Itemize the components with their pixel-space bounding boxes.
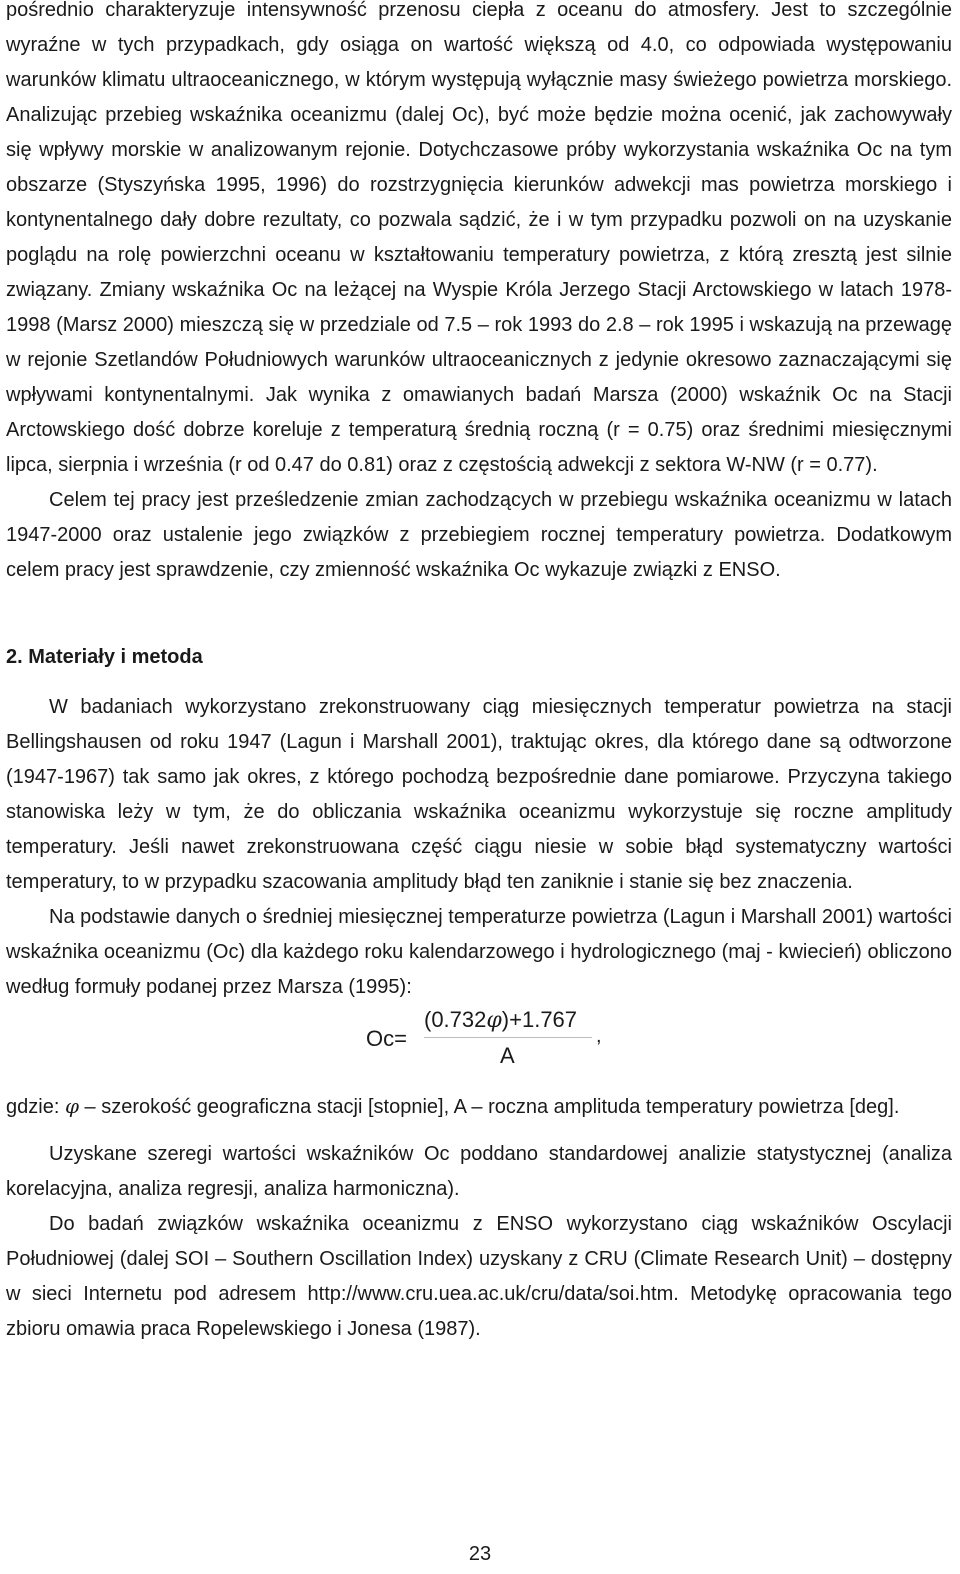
phi-symbol: φ xyxy=(64,1094,79,1118)
section-heading: 2. Materiały i metoda xyxy=(6,646,203,668)
fraction-bar xyxy=(424,1037,592,1038)
formula-numerator xyxy=(424,1007,577,1034)
intro-paragraph: pośrednio charakteryzuje intensywność przenosu ciepła z oceanu do atmosfery. Jest to szczególnie wyraźne w tych przypadkach, gdy osiąga on wartość większą od 4.0, co odpowiada występowaniu warunków klimatu ultraoceanicznego, w którym występują wyłącznie masy świeżego powietrza morskiego. Analizując przebieg wskaźnika oceanizmu (dalej Oc), być może będzie można ocenić, jak zachowywały się wpływy morskie w analizowanym rejonie. Dotychczasowe próby wykorzystania wskaźnika Oc na tym obszarze (Styszyńska 1995, 1996) do rozstrzygnięcia kierunków adwekcji mas powietrza morskiego i kontynentalnego dały dobre rezultaty, co pozwala sądzić, że i w tym przypadku pozwoli on na uzyskanie poglądu na rolę powierzchni oceanu w kształtowaniu temperatury powietrza, z którą zresztą jest silnie związany. Zmiany wskaźnika Oc na leżącej na Wyspie Króla Jerzego Stacji Arctowskiego w latach 1978-1998 (Marsz 2000) mieszczą się w przedziale od 7.5 – rok 1993 do 2.8 – rok 1995 i wskazują na przewagę w rejonie Szetlandów Południowych warunków ultraoceanicznych z jedynie okresowo zaznaczającymi się wpływami kontynentalnymi. Jak wynika z omawianych badań Marsza (2000) wskaźnik Oc na Stacji Arctowskiego dość dobrze koreluje z temperaturą średnią roczną (r = 0.75) oraz średnimi miesięcznymi lipca, sierpnia i września (r od 0.47 do 0.81) oraz z częstością adwekcji z sektora W-NW (r = 0.77). xyxy=(6,0,952,476)
formula-lhs: Oc= xyxy=(366,1026,407,1051)
oceanity-formula xyxy=(6,1009,952,1085)
document-page xyxy=(6,0,952,1347)
formula-comma: , xyxy=(596,1025,602,1047)
formula-legend-text: – szerokość geograficzna stacji [stopnie], A – roczna amplituda temperatury powietrza [deg]. xyxy=(84,1096,900,1118)
formula-legend xyxy=(6,1089,952,1125)
formula-numerator-right: )+1.767 xyxy=(501,1007,578,1032)
formula-numerator-left: (0.732 xyxy=(424,1007,487,1032)
page-number: 23 xyxy=(468,1543,492,1565)
methods-paragraph-3: Uzyskane szeregi wartości wskaźników Oc poddano standardowej analizie statystycznej (analiza korelacyjna, analiza regresji, analiza harmoniczna). xyxy=(6,1143,952,1200)
phi-symbol: φ xyxy=(486,1008,502,1033)
methods-paragraph-1: W badaniach wykorzystano zrekonstruowany ciąg miesięcznych temperatur powietrza na stacji Bellingshausen od roku 1947 (Lagun i Marshall 2001), traktując okres, dla którego dane są odtworzone (1947-1967) tak samo jak okres, z którego pochodzą bezpośrednie dane pomiarowe. Przyczyna takiego stanowiska leży w tym, że do obliczania wskaźnika oceanizmu wykorzystuje się roczne amplitudy temperatury. Jeśli nawet zrekonstruowana część ciągu niesie w sobie błąd systematyczny wartości temperatury, to w przypadku szacowania amplitudy błąd ten zaniknie i stanie się bez znaczenia. xyxy=(6,696,952,893)
methods-paragraph-2: Na podstawie danych o średniej miesięcznej temperaturze powietrza (Lagun i Marshall 2001) wartości wskaźnika oceanizmu (Oc) dla każdego roku kalendarzowego i hydrologicznego (maj - kwiecień) obliczono według formuły podanej przez Marsza (1995): xyxy=(6,906,952,998)
formula-legend-prefix: gdzie: xyxy=(6,1096,60,1118)
formula-denominator: A xyxy=(500,1043,515,1068)
methods-paragraph-4: Do badań związków wskaźnika oceanizmu z ENSO wykorzystano ciąg wskaźników Oscylacji Południowej (dalej SOI – Southern Oscillation Index) uzyskany z CRU (Climate Research Unit) – dostępny w sieci Internetu pod adresem http://www.cru.uea.ac.uk/cru/data/soi.htm. Metodykę opracowania tego zbioru omawia praca Ropelewskiego i Jonesa (1987). xyxy=(6,1213,952,1340)
aim-paragraph: Celem tej pracy jest prześledzenie zmian zachodzących w przebiegu wskaźnika oceanizmu w latach 1947-2000 oraz ustalenie jego związków z przebiegiem rocznej temperatury powietrza. Dodatkowym celem pracy jest sprawdzenie, czy zmienność wskaźnika Oc wykazuje związki z ENSO. xyxy=(6,489,952,581)
